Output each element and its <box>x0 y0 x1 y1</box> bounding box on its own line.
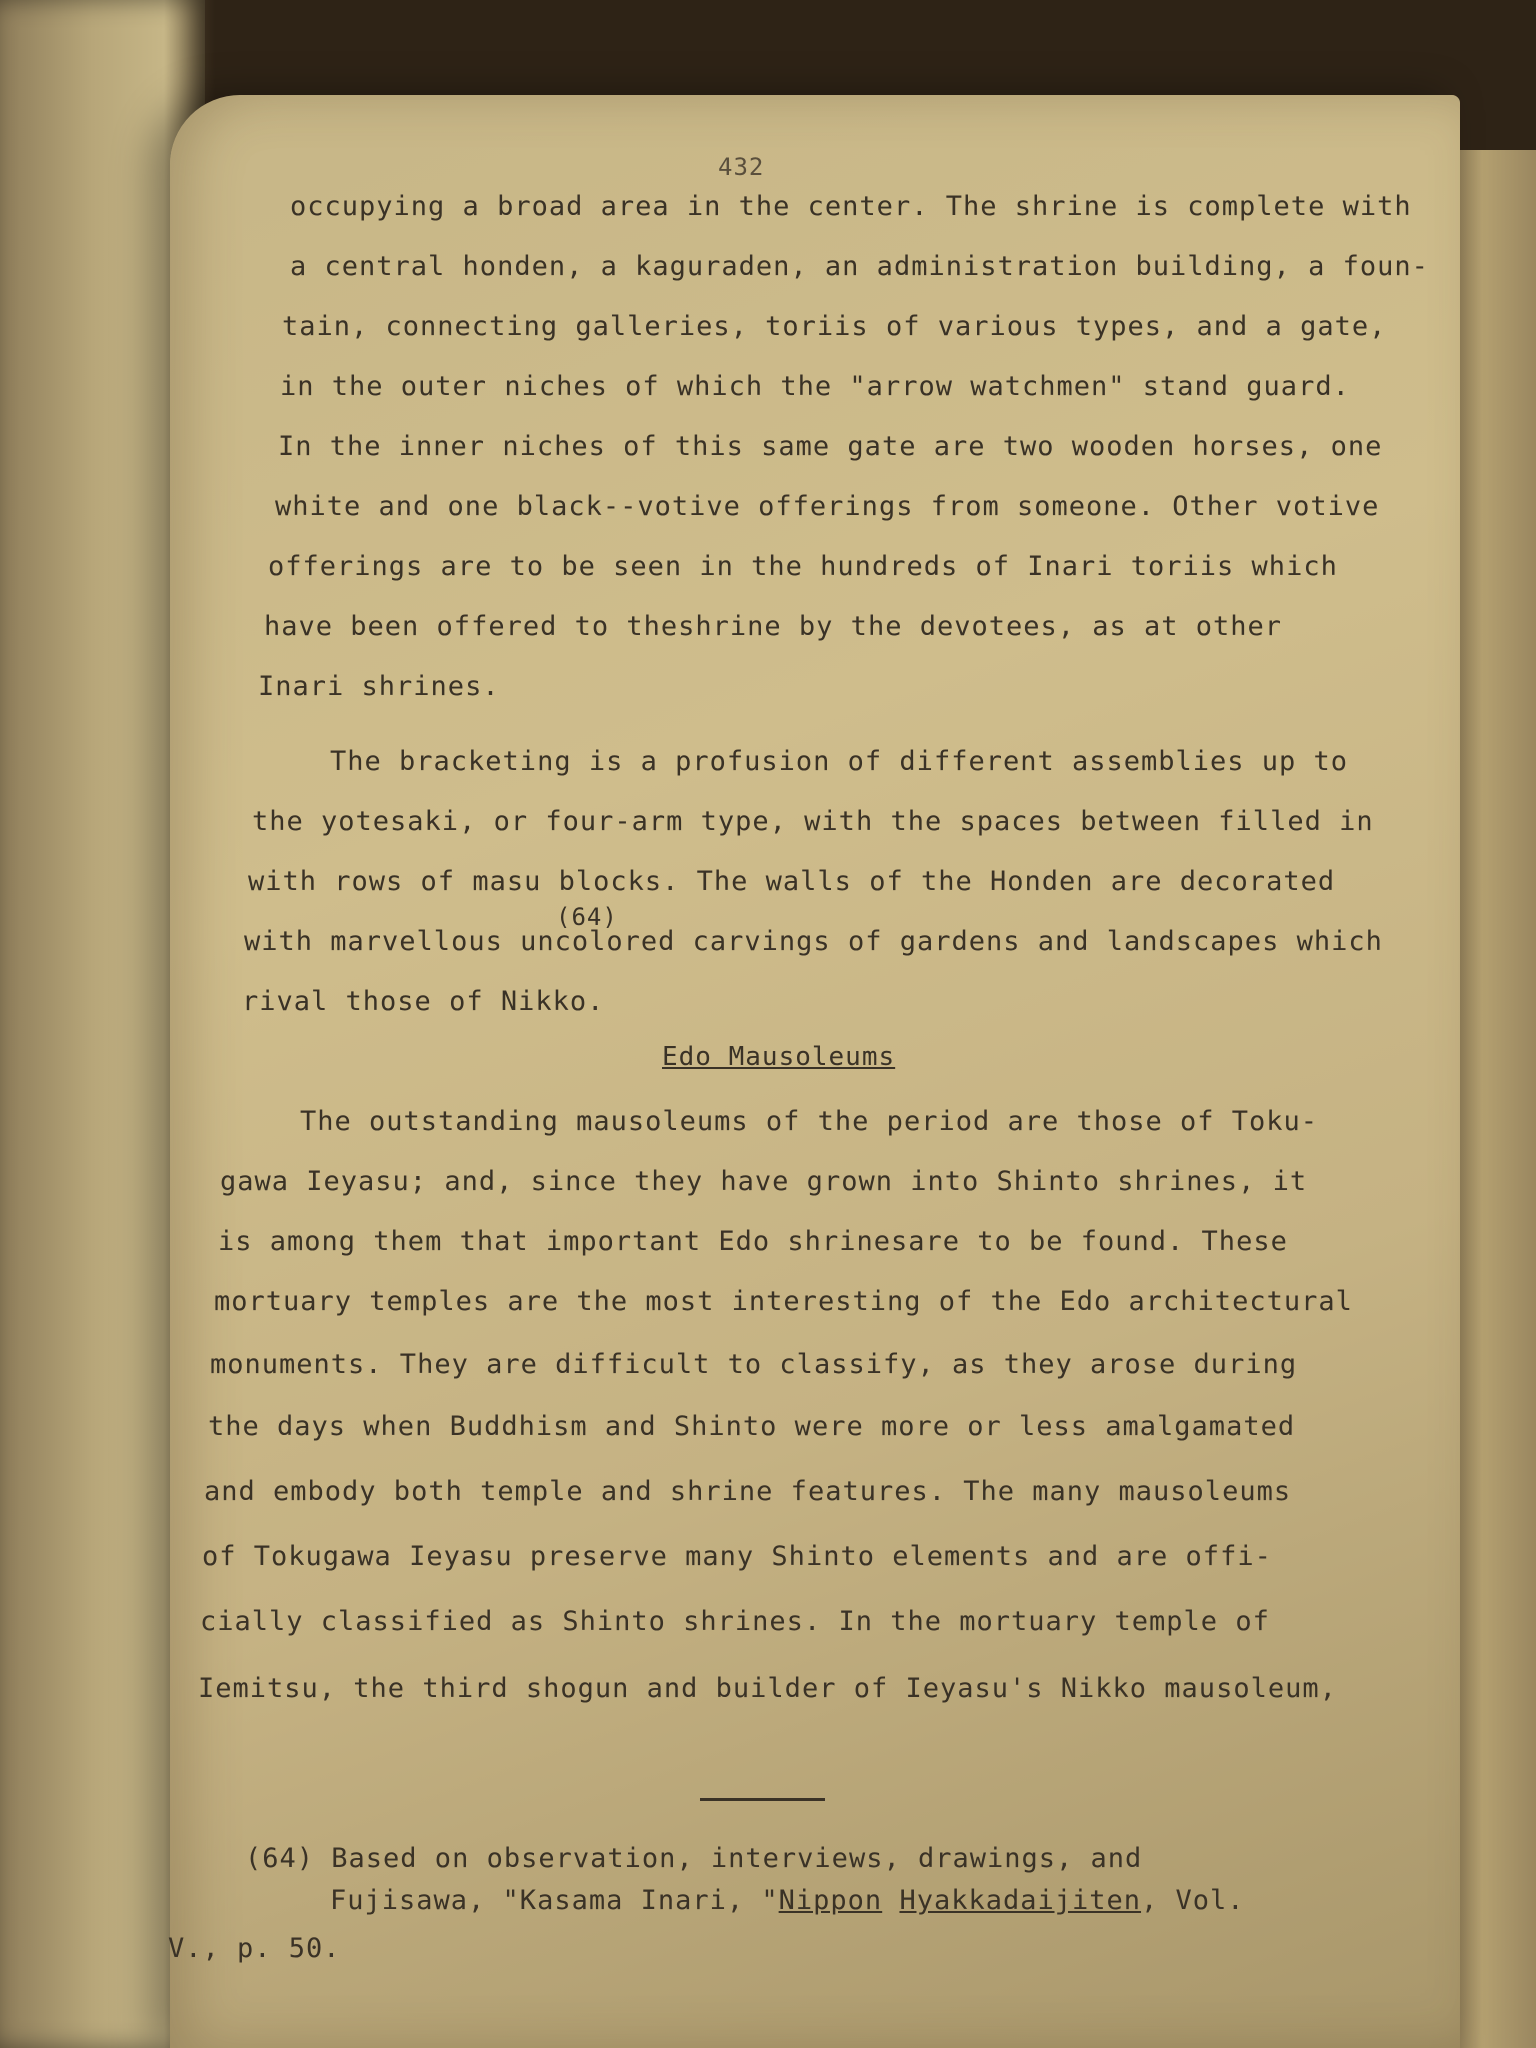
body-line: of Tokugawa Ieyasu preserve many Shinto elements and are offi- <box>202 1541 1272 1572</box>
body-line: and embody both temple and shrine features. The many mausoleums <box>204 1476 1292 1507</box>
body-line: the yotesaki, or four-arm type, with the spaces between filled in <box>252 806 1374 837</box>
body-line: is among them that important Edo shrinesare to be found. These <box>218 1226 1288 1257</box>
body-line: offerings are to be seen in the hundreds of Inari toriis which <box>268 551 1338 582</box>
section-heading: Edo Mausoleums <box>662 1042 896 1072</box>
body-line: Inari shrines. <box>258 671 500 702</box>
footnote-line: V., p. 50. <box>168 1933 341 1964</box>
body-line: In the inner niches of this same gate are two wooden horses, one <box>278 431 1383 462</box>
footnote-line <box>330 1884 1245 1918</box>
body-line: rival those of Nikko. <box>242 986 605 1017</box>
body-line: gawa Ieyasu; and, since they have grown into Shinto shrines, it <box>220 1166 1308 1197</box>
body-line: cially classified as Shinto shrines. In the mortuary temple of <box>200 1606 1270 1637</box>
body-line: occupying a broad area in the center. The shrine is complete with <box>290 191 1412 222</box>
footnote-line: (64) Based on observation, interviews, drawings, and <box>245 1843 1143 1874</box>
body-line: The outstanding mausoleums of the period are those of Toku- <box>300 1106 1319 1137</box>
footnote-title-word: Hyakkadaijiten <box>899 1885 1142 1916</box>
body-line: Iemitsu, the third shogun and builder of Ieyasu's Nikko mausoleum, <box>198 1673 1337 1704</box>
page-number: 432 <box>718 153 765 181</box>
footnote-title-word: Nippon <box>778 1885 883 1916</box>
body-line: a central honden, a kaguraden, an administration building, a foun- <box>290 251 1429 282</box>
body-line: monuments. They are difficult to classify, as they arose during <box>210 1349 1298 1380</box>
footnote-text: Fujisawa, "Kasama Inari, " <box>330 1885 779 1916</box>
body-line: in the outer niches of which the "arrow watchmen" stand guard. <box>280 371 1350 402</box>
footnote-separator-rule <box>700 1798 825 1801</box>
body-line: The bracketing is a profusion of different assemblies up to <box>330 746 1349 777</box>
footnote-reference-marker: (64) <box>556 903 618 931</box>
body-line: with marvellous uncolored carvings of gardens and landscapes which <box>244 926 1383 957</box>
body-line: the days when Buddhism and Shinto were more or less amalgamated <box>208 1411 1296 1442</box>
footnote-text: , Vol. <box>1141 1885 1245 1916</box>
body-line: have been offered to theshrine by the devotees, as at other <box>264 611 1283 642</box>
body-line: mortuary temples are the most interesting of the Edo architectural <box>214 1286 1353 1317</box>
body-line: white and one black--votive offerings from someone. Other votive <box>275 491 1380 522</box>
body-line: tain, connecting galleries, toriis of various types, and a gate, <box>282 311 1387 342</box>
body-line: with rows of masu blocks. The walls of the Honden are decorated <box>248 866 1336 897</box>
